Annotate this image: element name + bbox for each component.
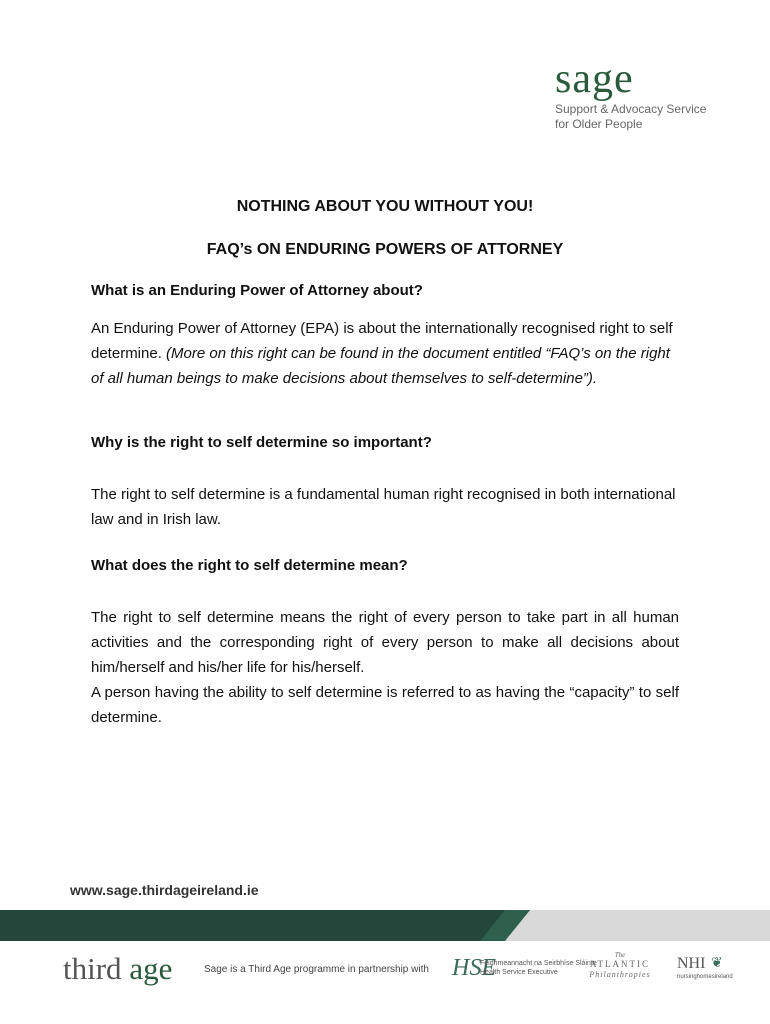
hse-line-2: Health Service Executive: [480, 969, 558, 976]
answer-1: [91, 316, 679, 391]
document-title: NOTHING ABOUT YOU WITHOUT YOU!: [236, 198, 534, 215]
atlantic-philanthropies-logo: [584, 951, 656, 980]
hse-mark: HSE: [452, 955, 496, 981]
footer-band: [0, 910, 770, 941]
question-2: Why is the right to self determine so important?: [91, 434, 432, 451]
sage-tagline-line-1: Support & Advocacy Service: [555, 102, 707, 116]
answer-3-paragraph-2: A person having the ability to self determine is referred to as having the “capacity” to self determine.: [91, 684, 679, 726]
question-1: What is an Enduring Power of Attorney about?: [91, 282, 423, 299]
hse-text: [480, 959, 597, 977]
nhi-text: nursinghomesireland: [677, 974, 733, 980]
sage-tagline: [555, 102, 725, 132]
question-3: What does the right to self determine mean?: [91, 557, 408, 574]
sage-tagline-line-2: for Older People: [555, 117, 643, 131]
sage-logo-word: sage: [555, 56, 634, 102]
answer-2: [91, 482, 679, 532]
footer-url: www.sage.thirdageireland.ie: [70, 882, 259, 898]
third-age-logo: [63, 949, 172, 989]
third-age-logo-word-2: age: [129, 951, 173, 986]
leaf-icon: ❦: [711, 956, 723, 971]
nhi-logo: [677, 955, 737, 981]
sage-logo: [555, 56, 725, 132]
partner-row: [0, 945, 770, 995]
answer-3-paragraph-1: The right to self determine means the right of every person to take part in all human activities and the corresponding right of every person to make all decisions about him/herself and his/her life for his/herself.: [91, 609, 679, 676]
atlantic-line-3: Philanthropies: [589, 970, 651, 979]
answer-2-text: The right to self determine is a fundamental human right recognised in both international law and in Irish law.: [91, 486, 676, 528]
nhi-mark: NHI: [677, 955, 706, 972]
answer-1-text: An Enduring Power of Attorney (EPA) is about the internationally recognised right to self determine.: [91, 320, 673, 362]
footer-band-green: [0, 910, 530, 941]
document-subtitle: FAQ’s ON ENDURING POWERS OF ATTORNEY: [206, 241, 564, 258]
hse-line-1: Feidhmeannacht na Seirbhíse Sláinte: [480, 960, 597, 967]
atlantic-line-2: ATLANTIC: [590, 959, 650, 969]
answer-3: [91, 605, 679, 730]
third-age-logo-word-1: third: [63, 951, 122, 986]
answer-1-note: (More on this right can be found in the document entitled “FAQ’s on the right of all human beings to make decisions about themselves to self-determine”).: [91, 345, 670, 387]
atlantic-line-1: The: [614, 951, 626, 959]
partnership-text: Sage is a Third Age programme in partnership with: [204, 964, 429, 975]
